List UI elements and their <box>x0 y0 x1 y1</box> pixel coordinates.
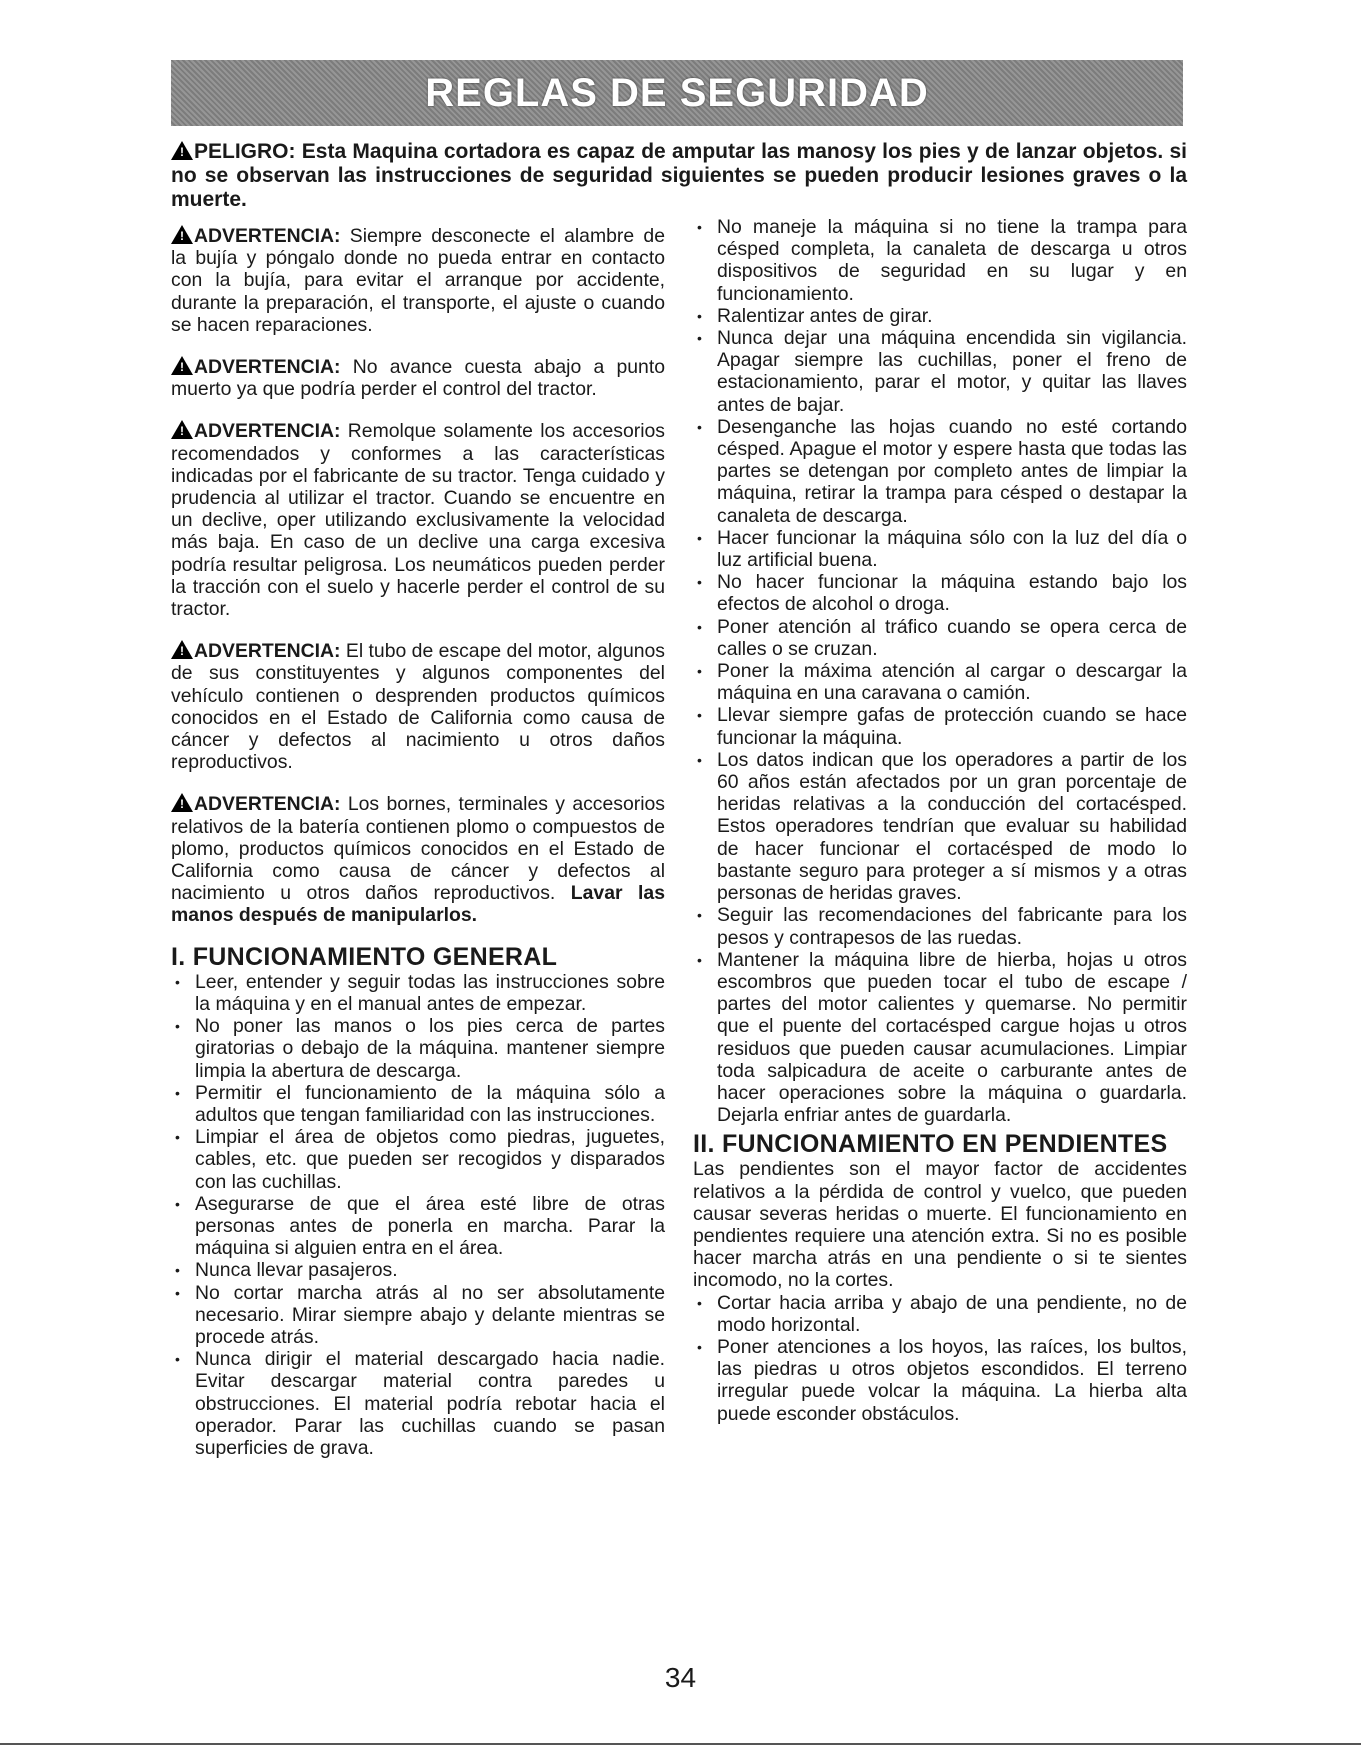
general-list-continued <box>693 216 1187 1126</box>
warning-text: No avance cuesta abajo a punto muerto ya que podría perder el control del tractor. <box>171 356 665 401</box>
warning-text: Remolque solamente los accesorios recomendados y conformes a las características indicadas por el fabricante de su tractor. Tenga cuidado y prudencia al utilizar el tractor. Cuando se encuentre en un declive, oper utilizando exclusivamente la velocidad más baja. En caso de un declive una carga excesiva podría resultar peligrosa. Los neumáticos pueden perder la tracción con el suelo y hacerle perder el control de su tractor. <box>171 420 665 621</box>
warning-triangle-icon <box>171 141 193 160</box>
list-item: • Llevar siempre gafas de protección cuando se hace funcionar la máquina. <box>693 704 1187 748</box>
danger-notice <box>171 140 1187 212</box>
right-column <box>693 216 1187 1425</box>
warning-label: ADVERTENCIA: <box>194 420 341 443</box>
danger-label: PELIGRO: <box>194 140 296 163</box>
danger-text: Esta Maquina cortadora es capaz de amputar las manosy los pies y de lanzar objetos. si no se observan las instrucciones de seguridad siguientes se pueden producir lesiones graves o la muerte. <box>171 140 1187 211</box>
warning-label: ADVERTENCIA: <box>194 356 341 379</box>
warning-paragraph <box>171 420 665 620</box>
warning-paragraph <box>171 793 665 926</box>
list-item: • Los datos indican que los operadores a partir de los 60 años están afectados por un gran porcentaje de heridas relativas a la conducción del cortacésped. Estos operadores tendrían que evaluar su habilidad de hacer funcionar el cortacésped de modo lo bastante seguro para proteger a sí mismos y a otras personas de heridas graves. <box>693 749 1187 904</box>
warning-triangle-icon <box>171 793 193 812</box>
warning-triangle-icon <box>171 640 193 659</box>
left-column <box>171 225 665 1459</box>
list-item: • Limpiar el área de objetos como piedras, juguetes, cables, etc. que pueden ser recogidos y disparados con las cuchillas. <box>171 1126 665 1193</box>
list-item: • Poner la máxima atención al cargar o descargar la máquina en una caravana o camión. <box>693 660 1187 704</box>
list-item: • Permitir el funcionamiento de la máquina sólo a adultos que tengan familiaridad con las instrucciones. <box>171 1082 665 1126</box>
general-list <box>171 971 665 1459</box>
warning-label: ADVERTENCIA: <box>194 640 341 663</box>
warning-triangle-icon <box>171 356 193 375</box>
slopes-list <box>693 1292 1187 1425</box>
page-number: 34 <box>664 1662 697 1693</box>
section-heading-slopes: II. FUNCIONAMIENTO EN PENDIENTES <box>693 1130 1168 1159</box>
list-item: • Asegurarse de que el área esté libre de otras personas antes de ponerla en marcha. Parar la máquina si alguien entra en el área. <box>171 1193 665 1260</box>
slopes-intro: Las pendientes son el mayor factor de accidentes relativos a la pérdida de control y vuelco, que pueden causar severas heridas o muerte. El funcionamiento en pendientes requiere una atención extra. Si no es posible hacer marcha atrás en una pendiente o si te sientes incomodo, no la cortes. <box>693 1158 1187 1292</box>
list-item: • Cortar hacia arriba y abajo de una pendiente, no de modo horizontal. <box>693 1292 1187 1336</box>
list-item: • Nunca dirigir el material descargado hacia nadie. Evitar descargar material contra paredes u obstrucciones. El material podría rebotar hacia el operador. Parar las cuchillas cuando se pasan superficies de grava. <box>171 1348 665 1459</box>
banner-title: REGLAS DE SEGURIDAD <box>425 70 929 115</box>
warning-bold-tail: Lavar las manos después de manipularlos. <box>171 882 665 927</box>
list-item: • Poner atención al tráfico cuando se opera cerca de calles o se cruzan. <box>693 616 1187 660</box>
section-banner <box>171 60 1183 126</box>
warning-triangle-icon <box>171 225 193 244</box>
warning-paragraph <box>171 225 665 336</box>
warning-text: Siempre desconecte el alambre de la bujía y póngalo donde no pueda entrar en contacto con la bujía, para evitar el arranque por accidente, durante la preparación, el transporte, el ajuste o cuando se hacen reparaciones. <box>171 225 665 336</box>
list-item: • Mantener la máquina libre de hierba, hojas u otros escombros que pueden tocar el tubo de escape / partes del motor calientes y quemarse. No permitir que el puente del cortacésped cargue hojas u otros residuos que pueden causar acumulaciones. Limpiar toda salpicadura de aceite o carburante antes de hacer operaciones sobre la máquina o guardarla. Dejarla enfriar antes de guardarla. <box>693 949 1187 1127</box>
warning-text: Los bornes, terminales y accesorios relativos de la batería contienen plomo o compuestos de plomo, productos químicos conocidos en el Estado de California como causa de cáncer y defectos al nacimiento u otros daños reproductivos. <box>171 793 665 905</box>
list-item: • Desenganche las hojas cuando no esté cortando césped. Apague el motor y espere hasta que todas las partes se detengan por completo antes de limpiar la máquina, retirar la trampa para césped o destapar la canaleta de descarga. <box>693 416 1187 527</box>
warning-paragraph <box>171 640 665 773</box>
warning-label: ADVERTENCIA: <box>194 793 341 816</box>
list-item: • Nunca dejar una máquina encendida sin vigilancia. Apagar siempre las cuchillas, poner el freno de estacionamiento, parar el motor, y quitar las llaves antes de bajar. <box>693 327 1187 416</box>
list-item: • Ralentizar antes de girar. <box>693 305 1187 327</box>
warning-text: El tubo de escape del motor, algunos de sus constituyentes y algunos componentes del vehículo contienen o desprenden productos químicos conocidos en el Estado de California como causa de cáncer y defectos al nacimiento u otros daños reproductivos. <box>171 640 665 774</box>
list-item: • No maneje la máquina si no tiene la trampa para césped completa, la canaleta de descarga u otros dispositivos de seguridad en su lugar y en funcionamiento. <box>693 216 1187 305</box>
warning-label: ADVERTENCIA: <box>194 225 341 247</box>
warning-triangle-icon <box>171 420 193 439</box>
section-heading-general: I. FUNCIONAMIENTO GENERAL <box>171 942 558 971</box>
list-item: • Hacer funcionar la máquina sólo con la luz del día o luz artificial buena. <box>693 527 1187 571</box>
list-item: • No cortar marcha atrás al no ser absolutamente necesario. Mirar siempre abajo y delante mientras se procede atrás. <box>171 1282 665 1349</box>
list-item: • No poner las manos o los pies cerca de partes giratorias o debajo de la máquina. mantener siempre limpia la abertura de descarga. <box>171 1015 665 1082</box>
list-item: • Leer, entender y seguir todas las instrucciones sobre la máquina y en el manual antes de empezar. <box>171 971 665 1015</box>
warning-paragraph <box>171 356 665 400</box>
list-item: • No hacer funcionar la máquina estando bajo los efectos de alcohol o droga. <box>693 571 1187 615</box>
list-item: • Seguir las recomendaciones del fabricante para los pesos y contrapesos de las ruedas. <box>693 904 1187 948</box>
list-item: • Poner atenciones a los hoyos, las raíces, los bultos, las piedras u otros objetos escondidos. El terreno irregular puede volcar la máquina. La hierba alta puede esconder obstáculos. <box>693 1336 1187 1425</box>
bottom-divider <box>0 1743 1361 1745</box>
list-item: • Nunca llevar pasajeros. <box>171 1259 665 1281</box>
